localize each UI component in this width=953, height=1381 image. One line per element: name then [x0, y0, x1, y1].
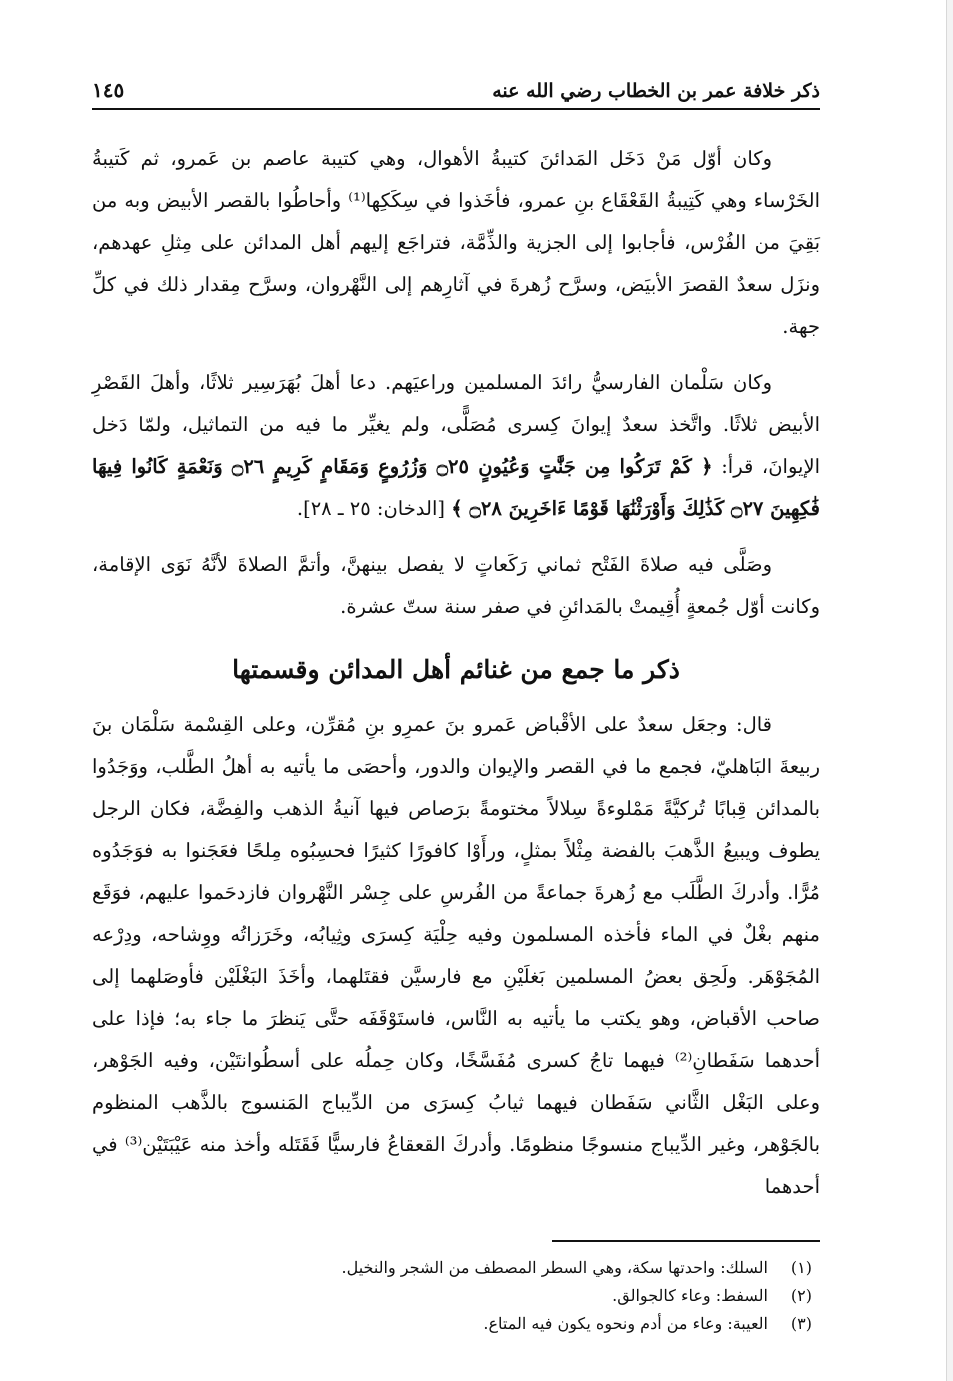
- running-title: ذكر خلافة عمر بن الخطاب رضي الله عنه: [492, 80, 820, 102]
- footnote-3: [92, 1310, 812, 1338]
- paragraph-2: [92, 362, 820, 530]
- paragraph-1: وكان أوّل مَنْ دَخَل المَدائنَ كتيبةُ الأهوال، وهي كتيبة عاصم بن عَمرو، ثم كَتيبةُ الخَرْساء وهي كَتِيبةُ القَعْقَاع بنِ عمرو، فأخَذوا في سِكَكِها⁽¹⁾ وأحاطُوا بالقصر الأبيض وبه من بَقِيَ من الفُرْس، فأجابوا إلى الجزية والذِّمَّة، فتراجَع إليهم أهل المدائن على مِثلِ عهدهم، ونزَل سعدٌ القصرَ الأبيَض، وسرَّح زُهرةَ في آثارِهم إلى النَّهْروان، وسرَّح مِقدار ذلك في كلِّ جهة.: [92, 147, 820, 338]
- running-header: [92, 62, 820, 110]
- scan-edge: [946, 0, 953, 1381]
- paragraph-3: وصَلَّى فيه صلاةَ الفَتْح ثماني رَكَعاتٍ لا يفصل بينهنَّ، وأتمَّ الصلاةَ لأنَّهُ نَوَى الإقامة، وكانت أوّل جُمعةٍ أُقِيمتْ بالمَدائنِ في صفر سنة ستّ عشرة.: [92, 553, 820, 618]
- footnote-number: (٣): [790, 1314, 812, 1333]
- footnote-text: العيبة: وعاء من أدم ونحوه يكون فيه المتاع.: [483, 1314, 768, 1333]
- section-heading: ذكر ما جمع من غنائم أهل المدائن وقسمتها: [232, 655, 680, 684]
- footnote-2: [92, 1282, 812, 1310]
- quran-reference: [الدخان: ٢٥ ـ ٢٨].: [296, 497, 446, 520]
- footnote-rule: [552, 1240, 820, 1242]
- footnote-text: السفط: وعاء كالجوالق.: [612, 1286, 768, 1305]
- footnote-text: السلك: واحدتها سكة، وهي السطر المصطف من الشجر والنخيل.: [341, 1258, 768, 1277]
- quran-verse: ﴿ كَمْ تَرَكُوا مِن جَنَّٰتٍ وَعُيُونٍ ۝٢٥ وَزُرُوعٍ وَمَقَامٍ كَرِيمٍ ۝٢٦ وَنَعْمَةٍ كَانُوا فِيهَا فَٰكِهِينَ ۝٢٧ كَذَٰلِكَ وَأَوْرَثْنَٰهَا قَوْمًا ءَاخَرِينَ ۝٢٨ ﴾: [92, 455, 820, 520]
- page-number: ١٤٥: [92, 78, 125, 102]
- footnotes: [92, 1254, 820, 1338]
- footnote-1: [92, 1254, 812, 1282]
- footnote-number: (١): [790, 1258, 812, 1277]
- paragraph-4: قال: وجعَل سعدٌ على الأقْباض عَمرو بنَ عمرِو بنِ مُقرِّن، وعلى القِسْمة سَلْمَان بنَ ربيعةَ البَاهليّ، فجمع ما في القصر والإيوان والدور، وأحصَى ما يأتيه به أهلُ الطَّلب، ووَجَدُوا بالمدائن قِبابًا تُركيَّةً مَمْلوءةً سِلالاً مختومةً برَصاص فيها آنيةُ الذهب والفِضَّة، فكان الرجل يطوف ويبيعُ الذَّهبَ بالفضة مِثْلاً بمثلٍ، ورأَوْا كافورًا كثيرًا فحسِبُوه مِلحًا فعَجَنوا به فوَجَدُوه مُرًّا. وأدركَ الطَّلَب مع زُهرةَ جماعةً من الفُرسِ على جِسْر النَّهْروان فازدحَموا عليهم، فوَقَع منهم بغْلٌ في الماء فأخذه المسلمون وفيه حِلْيَة كِسرَى وثِيابُه، وخَرَزاتُه ووِشاحه، ودِرْعه المُجَوْهَر. ولَحِق بعضُ المسلمين بَغلَيْنِ مع فارسيَّن فقتَلهما، وأخَذَ البَغْلَيْن فأوصَلهما إلى صاحب الأقباض، وهو يكتب ما يأتيه به النَّاس، فاستَوْقَفَه حتَّى يَنظرَ ما جاء به؛ فإذا على أحدهما سَفَطانِ⁽²⁾ فيهما تاجُ كسرى مُفَسَّخًا، وكان حِملُه على أسطُوانتَيْن، وفيه الجَوْهر، وعلى البَغْل الثَّاني سَفَطان فيهما ثيابُ كِسرَى من الدِّيباج المَنسوج بالذَّهب المنظوم بالجَوْهر، وغير الدِّيباج منسوجًا منظومًا. وأدركَ القعقاعُ فارسيًّا فَقَتَله وأخذ منه عَيْبَتَيْن⁽³⁾ في أحدهما: [92, 713, 820, 1198]
- paragraph-2-text: وكان سَلْمان الفارسيُّ رائدَ المسلمين وراعيَهم. دعا أهلَ بُهَرَسِير ثلاثًا، وأهلَ القَصْرِ الأبيض ثلاثًا. واتَّخذ سعدٌ إيوانَ كِسرى مُصَلًّى، ولم يغيِّر ما فيه من التماثيل، ولمّا دَخل الإيوانَ، قرأ:: [92, 371, 820, 478]
- footnote-number: (٢): [790, 1286, 812, 1305]
- book-page: [92, 62, 820, 1338]
